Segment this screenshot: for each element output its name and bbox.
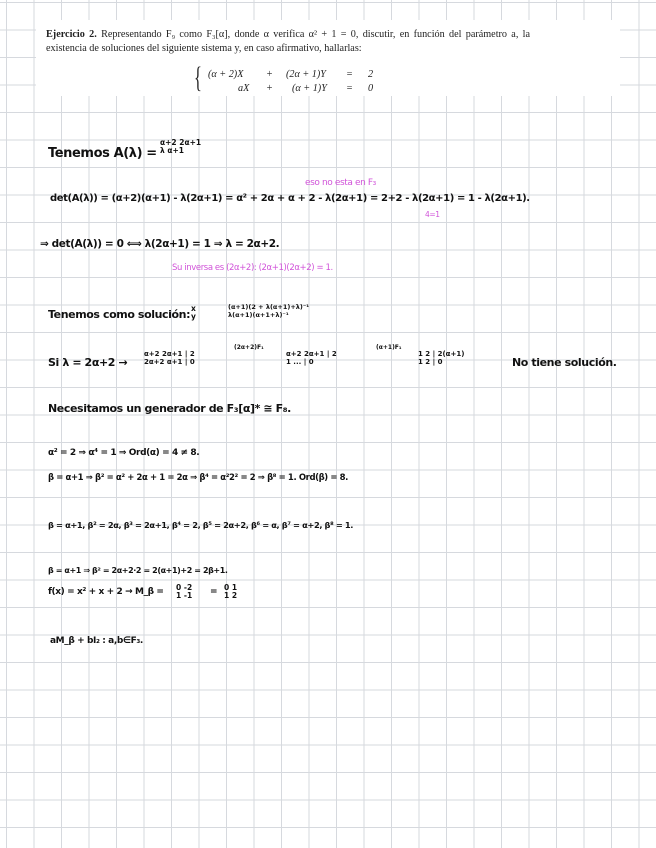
matrix-a-row-2: λ α+1 xyxy=(160,146,185,155)
note-solution-matrix xyxy=(228,303,309,319)
problem-text xyxy=(46,28,530,55)
note-beta-square: β = α+1 ⇒ β² = 2α+2·2 = 2(α+1)+2 = 2β+1. xyxy=(48,566,228,575)
exercise-statement: Representando F₉ como F₃[α], donde α verifica α² + 1 = 0, discutir, en función del parámetro a, la existencia de soluciones del siguiente sistema y, en caso afirmativo, hallarlas: xyxy=(46,29,531,54)
note-equals: = xyxy=(210,587,218,597)
note-line-1 xyxy=(48,146,157,161)
note-matrix-def: Tenemos A(λ) = xyxy=(48,146,157,161)
eq1-plus: + xyxy=(266,69,273,80)
note-case-lambda: Si λ = 2α+2 → xyxy=(48,356,128,369)
note-beta-powers: β = α+1, β² = 2α, β³ = 2α+1, β⁴ = 2, β⁵ = 2α+2, β⁶ = α, β⁷ = α+2, β⁸ = 1. xyxy=(48,520,353,530)
note-row-op-2: (α+1)F₁ xyxy=(376,344,402,351)
aug2-row-1: α+2 2α+1 | 2 xyxy=(286,350,337,358)
eq1-rhs: 2 xyxy=(368,69,374,80)
vector-y: y xyxy=(191,312,196,321)
system-row-2 xyxy=(208,83,408,96)
note-augmented-1 xyxy=(144,350,195,366)
note-augmented-3 xyxy=(418,350,464,366)
note-matrix-a xyxy=(160,139,201,155)
note-matrix-mb-1 xyxy=(176,584,192,600)
aug1-row-1: α+2 2α+1 | 2 xyxy=(144,350,195,358)
note-min-poly: f(x) = x² + x + 2 → M_β = xyxy=(48,587,164,597)
solution-row-1: (α+1)(2 + λ(α+1)+λ)⁻¹ xyxy=(228,303,310,311)
note-solution xyxy=(48,308,190,321)
aug3-row-2: 1 2 | 0 xyxy=(418,358,443,366)
system-brace: { xyxy=(194,61,202,94)
note-det-zero: ⇒ det(A(λ)) = 0 ⟺ λ(2α+1) = 1 ⇒ λ = 2α+2. xyxy=(40,238,280,250)
exercise-title: Ejercicio 2. xyxy=(46,29,97,40)
eq1-term1: (α + 2)X xyxy=(208,69,244,80)
equation-system xyxy=(194,61,414,94)
note-generator: Necesitamos un generador de F₃[α]* ≅ F₈. xyxy=(48,402,291,415)
vector-x: x xyxy=(191,304,196,313)
eq2-term2: (α + 1)Y xyxy=(292,83,327,94)
mb1-row-2: 1 -1 xyxy=(176,591,193,600)
eq1-term2: (2α + 1)Y xyxy=(286,69,326,80)
aug2-row-2: 1 ... | 0 xyxy=(286,358,314,366)
eq2-plus: + xyxy=(266,83,273,94)
aug1-row-2: 2α+2 α+1 | 0 xyxy=(144,358,195,366)
note-row-op-1: (2α+2)F₁ xyxy=(234,344,264,351)
mb1-row-1: 0 -2 xyxy=(176,583,193,592)
problem-statement-box xyxy=(36,20,620,96)
note-determinant: det(A(λ)) = (α+2)(α+1) - λ(2α+1) = α² + 2α + α + 2 - λ(2α+1) = 2+2 - λ(2α+1) = 1 - λ(2α+1). xyxy=(50,193,530,204)
solution-row-2: λ(α+1)(α+1+λ)⁻¹ xyxy=(228,311,289,319)
note-pink-underline: 4=1 xyxy=(425,210,440,219)
mb2-row-2: 1 2 xyxy=(224,591,238,600)
mb2-row-1: 0 1 xyxy=(224,583,238,592)
note-order-beta: β = α+1 ⇒ β² = α² + 2α + 1 = 2α ⇒ β⁴ = α²2² = 2 ⇒ β⁸ = 1. Ord(β) = 8. xyxy=(48,473,348,483)
note-order-alpha: α² = 2 ⇒ α⁴ = 1 ⇒ Ord(α) = 4 ≠ 8. xyxy=(48,448,200,458)
note-solution-label: Tenemos como solución: xyxy=(48,308,191,321)
eq1-equals: = xyxy=(346,69,353,80)
system-row-1 xyxy=(208,69,408,82)
note-pink-remark-1: eso no esta en F₃ xyxy=(305,178,376,188)
matrix-a-row-1: α+2 2α+1 xyxy=(160,138,202,147)
note-solution-vector xyxy=(191,305,196,321)
note-pink-inverse: Su inversa es (2α+2): (2α+1)(2α+2) = 1. xyxy=(172,263,333,273)
note-augmented-2 xyxy=(286,350,337,366)
eq2-term1: aX xyxy=(238,83,250,94)
aug3-row-1: 1 2 | 2(α+1) xyxy=(418,350,465,358)
note-matrix-mb-2 xyxy=(224,584,237,600)
eq2-rhs: 0 xyxy=(368,83,374,94)
eq2-equals: = xyxy=(346,83,353,94)
note-field-repr: aM_β + bI₂ : a,b∈F₃. xyxy=(50,636,143,646)
note-no-solution: No tiene solución. xyxy=(512,356,617,369)
